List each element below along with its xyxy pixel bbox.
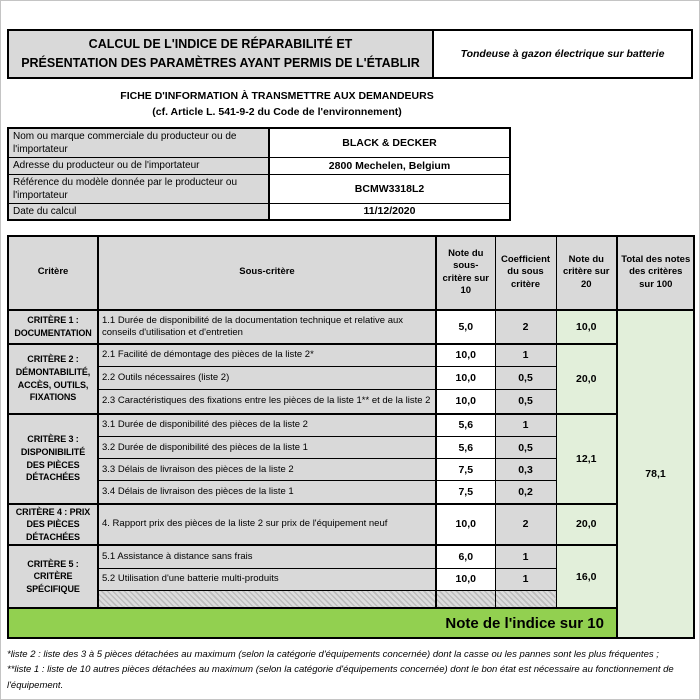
col-header-total-100: Total des notes des critères sur 100	[617, 236, 694, 310]
info-label: Adresse du producteur ou de l'importateur	[8, 157, 269, 174]
coefficient-cell: 0,5	[495, 437, 556, 459]
info-value: BCMW3318L2	[269, 174, 510, 203]
col-header-note-20: Note du critère sur 20	[556, 236, 617, 310]
coefficient-cell: 1	[495, 568, 556, 590]
document-title	[9, 31, 434, 77]
info-value: 11/12/2020	[269, 203, 510, 220]
subcriterion-label: 1.1 Durée de disponibilité de la documentation technique et relative aux conseils d'utilisation et d'entretien	[98, 310, 436, 344]
coefficient-cell: 2	[495, 504, 556, 546]
fiche-heading	[7, 89, 547, 121]
criterion-2-note20: 20,0	[556, 344, 617, 414]
subcriterion-label: 3.2 Durée de disponibilité des pièces de la liste 1	[98, 437, 436, 459]
info-row	[8, 174, 510, 203]
note10-cell: 10,0	[436, 367, 495, 390]
hatched-cell	[436, 590, 495, 608]
title-block	[7, 29, 693, 79]
subcriterion-label: 5.2 Utilisation d'une batterie multi-produits	[98, 568, 436, 590]
info-label: Date du calcul	[8, 203, 269, 220]
footnote-liste1: **liste 1 : liste de 10 autres pièces détachées au maximum (selon la catégorie d'équipements concernée) dont le bon état est nécessaire au fonctionnement de l'équipement.	[7, 664, 674, 691]
note10-cell: 5,6	[436, 437, 495, 459]
info-row	[8, 128, 510, 158]
total-notes-cell: 78,1	[617, 310, 694, 639]
fiche-heading-line1: FICHE D'INFORMATION À TRANSMETTRE AUX DEMANDEURS	[120, 90, 434, 102]
producer-info-table	[7, 127, 511, 221]
coefficient-cell: 0,2	[495, 481, 556, 504]
info-row	[8, 157, 510, 174]
note10-cell: 5,6	[436, 414, 495, 437]
info-label: Nom ou marque commerciale du producteur ou de l'importateur	[8, 128, 269, 158]
criterion-3-note20: 12,1	[556, 414, 617, 504]
note10-cell: 7,5	[436, 481, 495, 504]
info-value: BLACK & DECKER	[269, 128, 510, 158]
coefficient-cell: 0,5	[495, 390, 556, 414]
document-title-line1: CALCUL DE L'INDICE DE RÉPARABILITÉ ET	[88, 36, 353, 51]
criteria-header-row	[8, 236, 694, 310]
table-row	[8, 414, 694, 437]
note10-cell: 10,0	[436, 390, 495, 414]
subcriterion-label: 3.1 Durée de disponibilité des pièces de la liste 2	[98, 414, 436, 437]
criterion-4-label: CRITÈRE 4 : PRIX DES PIÈCES DÉTACHÉES	[8, 504, 98, 546]
hatched-cell	[98, 590, 436, 608]
info-label: Référence du modèle donnée par le producteur ou l'importateur	[8, 174, 269, 203]
note10-cell: 10,0	[436, 504, 495, 546]
criterion-1-label: CRITÈRE 1 : DOCUMENTATION	[8, 310, 98, 344]
note10-cell: 7,5	[436, 459, 495, 481]
subcriterion-label: 2.3 Caractéristiques des fixations entre les pièces de la liste 1** et de la liste 2	[98, 390, 436, 414]
col-header-sous-critere: Sous-critère	[98, 236, 436, 310]
note10-cell: 6,0	[436, 545, 495, 568]
coefficient-cell: 2	[495, 310, 556, 344]
criterion-5-note20: 16,0	[556, 545, 617, 608]
info-row	[8, 203, 510, 220]
info-value: 2800 Mechelen, Belgium	[269, 157, 510, 174]
coefficient-cell: 1	[495, 344, 556, 367]
table-row	[8, 545, 694, 568]
col-header-critere: Critère	[8, 236, 98, 310]
table-row	[8, 310, 694, 344]
index-row	[8, 608, 694, 638]
table-row	[8, 504, 694, 546]
col-header-coefficient: Coefficient du sous critère	[495, 236, 556, 310]
index-row-label: Note de l'indice sur 10	[8, 608, 617, 638]
criterion-3-label: CRITÈRE 3 : DISPONIBILITÉ DES PIÈCES DÉTACHÉES	[8, 414, 98, 504]
footnotes	[7, 647, 695, 693]
subcriterion-label: 5.1 Assistance à distance sans frais	[98, 545, 436, 568]
subcriterion-label: 3.3 Délais de livraison des pièces de la liste 2	[98, 459, 436, 481]
note10-cell: 5,0	[436, 310, 495, 344]
fiche-heading-line2: (cf. Article L. 541-9-2 du Code de l'environnement)	[152, 105, 402, 118]
criterion-2-label: CRITÈRE 2 : DÉMONTABILITÉ, ACCÈS, OUTILS, FIXATIONS	[8, 344, 98, 414]
criterion-1-note20: 10,0	[556, 310, 617, 344]
subcriterion-label: 3.4 Délais de livraison des pièces de la liste 1	[98, 481, 436, 504]
document-title-line2: PRÉSENTATION DES PARAMÈTRES AYANT PERMIS DE L'ÉTABLIR	[21, 56, 420, 70]
criterion-4-note20: 20,0	[556, 504, 617, 546]
note10-cell: 10,0	[436, 568, 495, 590]
criteria-table	[7, 235, 695, 640]
col-header-note-10: Note du sous-critère sur 10	[436, 236, 495, 310]
coefficient-cell: 1	[495, 414, 556, 437]
criterion-5-label: CRITÈRE 5 : CRITÈRE SPÉCIFIQUE	[8, 545, 98, 608]
subcriterion-label: 4. Rapport prix des pièces de la liste 2 sur prix de l'équipement neuf	[98, 504, 436, 546]
coefficient-cell: 1	[495, 545, 556, 568]
footnote-liste2: *liste 2 : liste des 3 à 5 pièces détachées au maximum (selon la catégorie d'équipements concernée) dont la casse ou les pannes sont les plus fréquentes ;	[7, 649, 659, 661]
subcriterion-label: 2.1 Facilité de démontage des pièces de la liste 2*	[98, 344, 436, 367]
note10-cell: 10,0	[436, 344, 495, 367]
subcriterion-label: 2.2 Outils nécessaires (liste 2)	[98, 367, 436, 390]
hatched-cell	[495, 590, 556, 608]
product-category: Tondeuse à gazon électrique sur batterie	[434, 31, 691, 77]
coefficient-cell: 0,5	[495, 367, 556, 390]
coefficient-cell: 0,3	[495, 459, 556, 481]
table-row	[8, 344, 694, 367]
